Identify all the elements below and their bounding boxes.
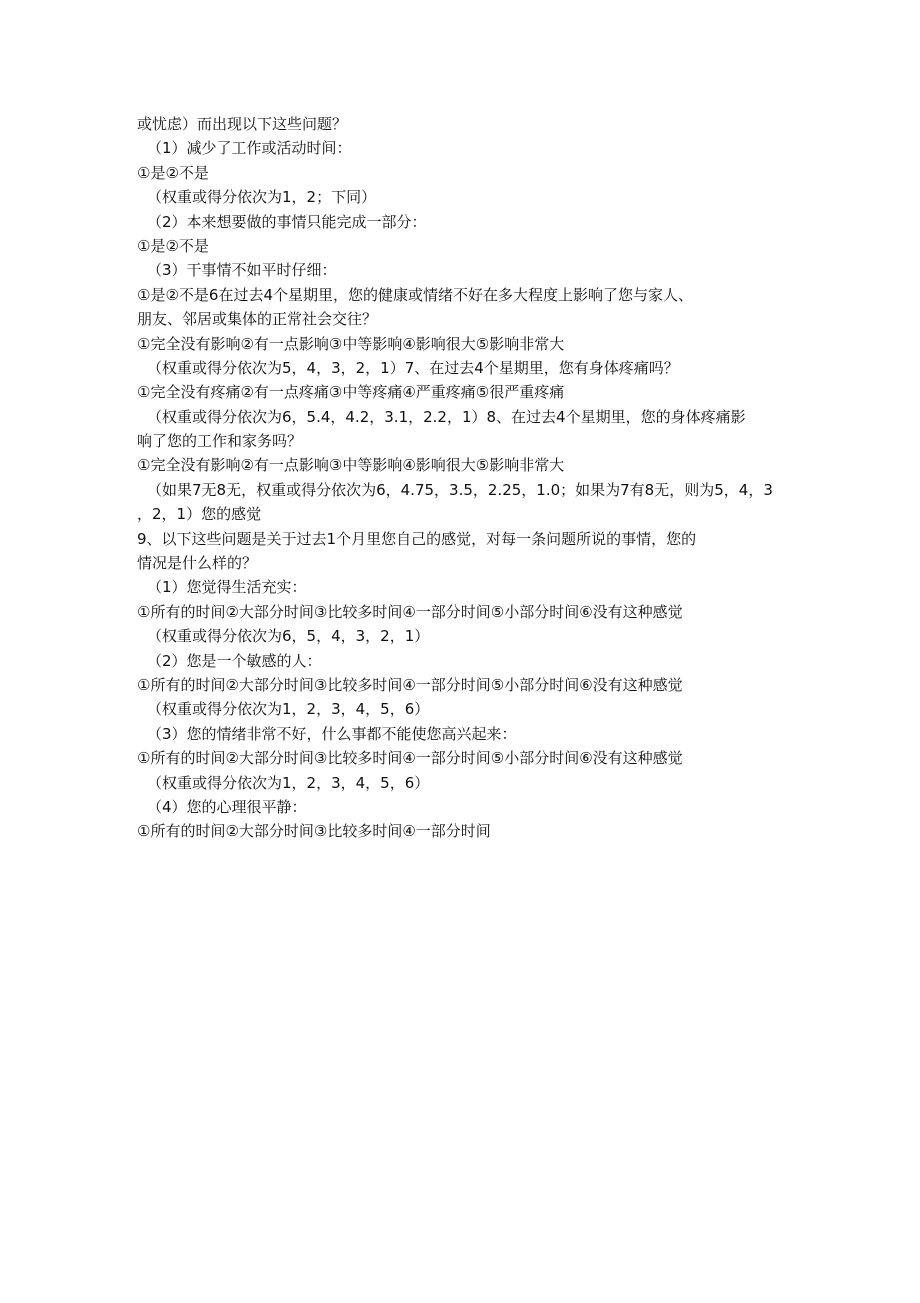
text-line: （4）您的心理很平静：	[147, 797, 307, 816]
text-line: （1）您觉得生活充实：	[147, 578, 307, 597]
text-line: （如果7无8无，权重或得分依次为6，4.75，3.5，2.25，1.0；如果为7有8无，则为5，4，3	[147, 480, 773, 499]
text-line: 情况是什么样的？	[137, 554, 258, 573]
text-line: ，2，1）您的感觉	[137, 505, 262, 524]
text-line: ①所有的时间②大部分时间③比较多时间④一部分时间⑤小部分时间⑥没有这种感觉	[137, 675, 683, 694]
text-line: 响了您的工作和家务吗？	[137, 432, 303, 451]
text-line: ①是②不是	[137, 163, 209, 182]
document-body	[137, 112, 797, 844]
text-line: （1）减少了工作或活动时间：	[147, 139, 352, 158]
text-line: （3）您的情绪非常不好，什么事都不能使您高兴起来：	[147, 724, 517, 743]
text-line: （2）您是一个敏感的人：	[147, 651, 322, 670]
text-line: ①所有的时间②大部分时间③比较多时间④一部分时间⑤小部分时间⑥没有这种感觉	[137, 749, 683, 768]
text-line: ①完全没有疼痛②有一点疼痛③中等疼痛④严重疼痛⑤很严重疼痛	[137, 383, 565, 402]
text-line: 朋友、邻居或集体的正常社会交往？	[137, 310, 378, 329]
text-line: ①是②不是	[137, 236, 209, 255]
text-line: （权重或得分依次为1，2，3，4，5，6）	[147, 773, 430, 792]
text-line: ①完全没有影响②有一点影响③中等影响④影响很大⑤影响非常大	[137, 334, 565, 353]
text-line: （权重或得分依次为6，5，4，3，2，1）	[147, 627, 430, 646]
text-line: （权重或得分依次为6，5.4，4.2，3.1，2.2，1）8、在过去4个星期里，您的身体疼痛影	[147, 407, 746, 426]
text-line: （2）本来想要做的事情只能完成一部分：	[147, 212, 427, 231]
text-line: （3）干事情不如平时仔细：	[147, 261, 337, 280]
text-line: ①所有的时间②大部分时间③比较多时间④一部分时间⑤小部分时间⑥没有这种感觉	[137, 602, 683, 621]
text-line: ①是②不是6在过去4个星期里，您的健康或情绪不好在多大程度上影响了您与家人、	[137, 285, 693, 304]
text-line: （权重或得分依次为5，4，3，2，1）7、在过去4个星期里，您有身体疼痛吗？	[147, 358, 679, 377]
text-line: ①完全没有影响②有一点影响③中等影响④影响很大⑤影响非常大	[137, 456, 565, 475]
text-line: （权重或得分依次为1，2；下同）	[147, 188, 377, 207]
text-line: 或忧虑）而出现以下这些问题？	[137, 115, 348, 133]
text-line: （权重或得分依次为1，2，3，4，5，6）	[147, 700, 430, 719]
text-line: 9、以下这些问题是关于过去1个月里您自己的感觉，对每一条问题所说的事情，您的	[137, 529, 697, 548]
text-line: ①所有的时间②大部分时间③比较多时间④一部分时间	[137, 822, 491, 841]
